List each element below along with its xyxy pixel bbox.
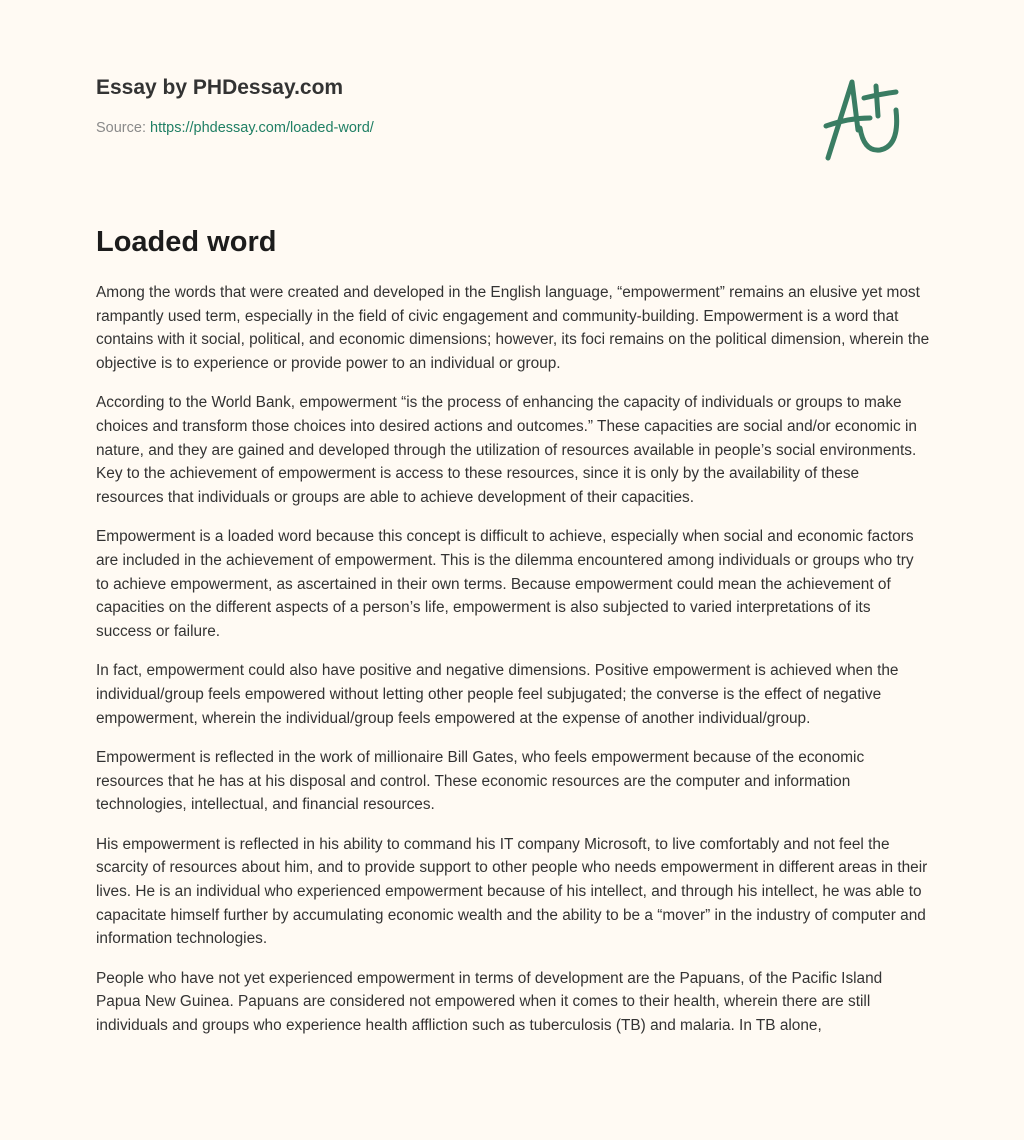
page-header: [96, 76, 374, 136]
essay-paragraph: According to the World Bank, empowerment “is the process of enhancing the capacity of individuals or groups to make choices and transform those choices into desired actions and outcomes.” These capacities are social and/or economic in nature, and they are gained and developed through the utilization of resources available in people’s social environments. Key to the achievement of empowerment is access to these resources, since it is only by the availability of these resources that individuals or groups are able to achieve development of their capacities.: [96, 394, 917, 506]
essay-paragraph: In fact, empowerment could also have positive and negative dimensions. Positive empowerment is achieved when the individual/group feels empowered without letting other people feel subjugated; the converse is the effect of negative empowerment, wherein the individual/group feels empowered at the expense of another individual/group.: [96, 662, 899, 727]
site-title: Essay by PHDessay.com: [96, 76, 344, 99]
essay-title: Loaded word: [96, 226, 277, 258]
source-label: Source:: [96, 120, 146, 136]
essay-paragraph: His empowerment is reflected in his ability to command his IT company Microsoft, to live comfortably and not feel the scarcity of resources about him, and to provide support to other people who needs empowerment in different areas in their lives. He is an individual who experienced empowerment because of his intellect, and through his intellect, he was able to capacitate himself further by accumulating economic wealth and the ability to be a “mover” in the industry of computer and information technologies.: [96, 835, 928, 948]
a-plus-logo-icon: [818, 68, 930, 164]
essay-paragraph: Among the words that were created and developed in the English language, “empowerment” remains an elusive yet most rampantly used term, especially in the field of civic engagement and community-building. Empowerment is a word that contains with it social, political, and economic dimensions; however, its foci remains on the political dimension, wherein the objective is to experience or provide power to an individual or group.: [96, 284, 930, 372]
source-link[interactable]: https://phdessay.com/loaded-word/: [150, 120, 374, 136]
essay-paragraph: People who have not yet experienced empowerment in terms of development are the Papuans, of the Pacific Island Papua New Guinea. Papuans are considered not empowered when it comes to their health, wherein there are still individuals and groups who experience health affliction such as tuberculosis (TB) and malaria. In TB alone,: [96, 969, 883, 1035]
source-line: [96, 120, 374, 136]
essay-paragraph: Empowerment is reflected in the work of millionaire Bill Gates, who feels empowerment because of the economic resources that he has at his disposal and control. These economic resources are the computer and information technologies, intellectual, and financial resources.: [96, 749, 865, 814]
essay-paragraph: Empowerment is a loaded word because this concept is difficult to achieve, especially when social and economic factors are included in the achievement of empowerment. This is the dilemma encountered among individuals or groups who try to achieve empowerment, as ascertained in their own terms. Because empowerment could mean the achievement of capacities on the different aspects of a person’s life, empowerment is also subjected to varied interpretations of its success or failure.: [96, 528, 914, 640]
essay-content: [96, 226, 930, 1054]
